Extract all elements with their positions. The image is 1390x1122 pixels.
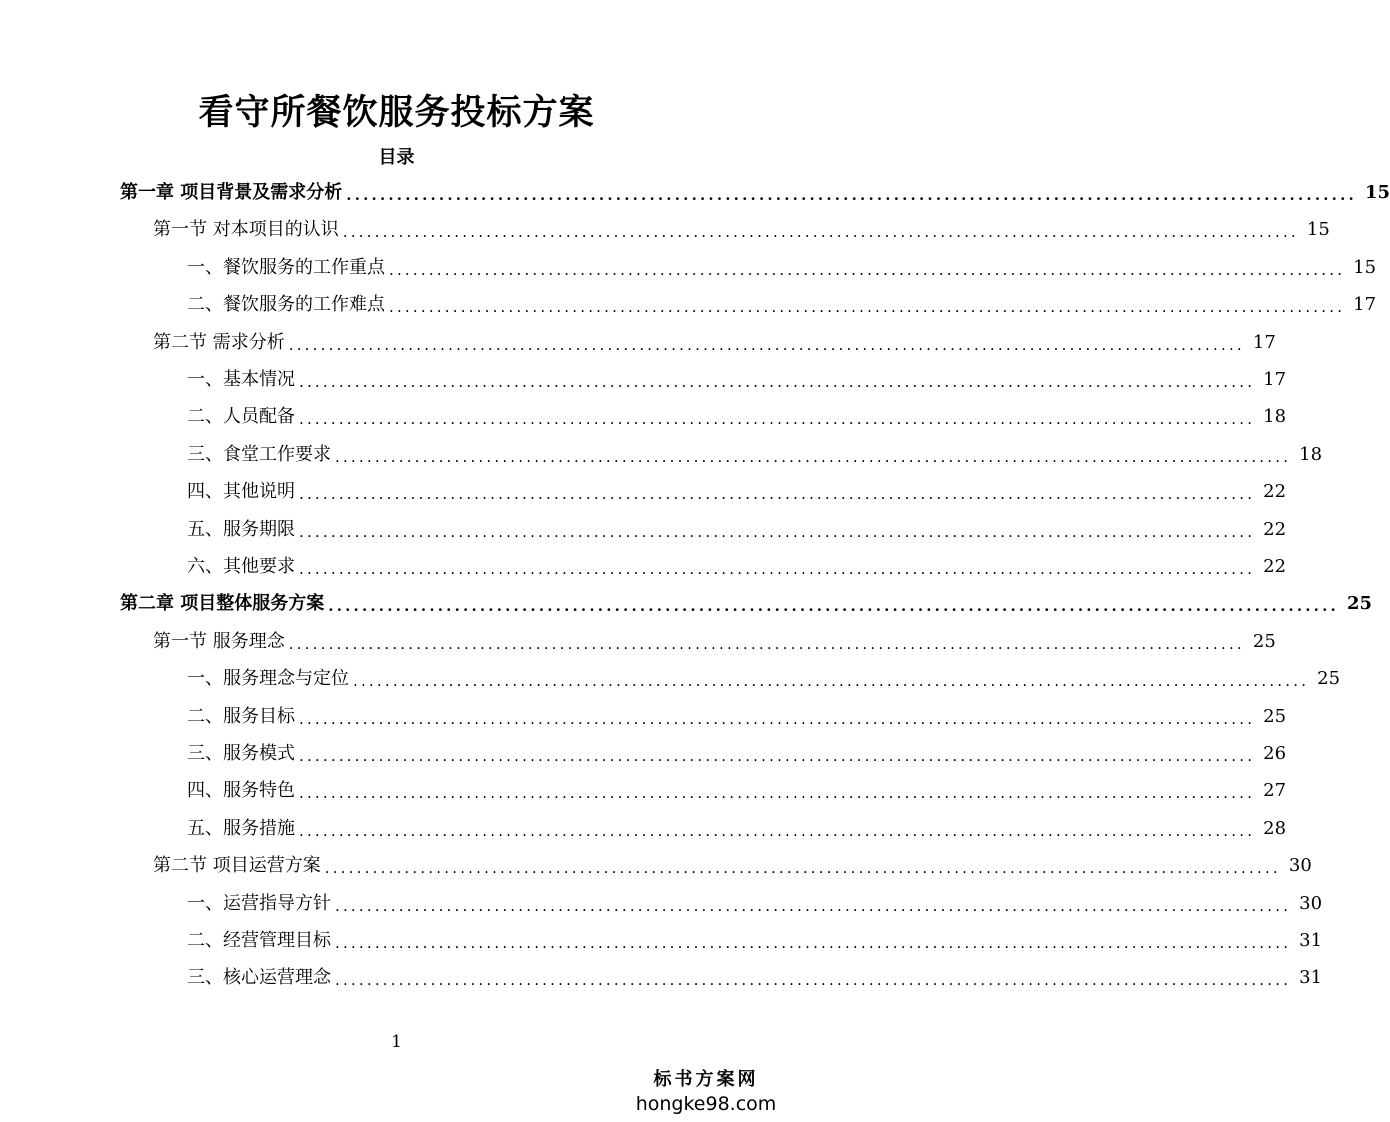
toc-section-entry[interactable] — [153, 848, 1312, 884]
toc-entry-label: 三、核心运营理念 — [187, 967, 331, 989]
toc-subsection-entry[interactable] — [187, 699, 1287, 735]
toc-entry-label: 第一节 服务理念 — [153, 630, 285, 652]
toc-entry-page: 17 — [1353, 294, 1377, 316]
toc-section-entry[interactable] — [153, 624, 1276, 660]
toc-entry-page: 25 — [1346, 593, 1372, 615]
watermark-logo — [631, 1068, 781, 1116]
toc-subsection-entry[interactable] — [187, 399, 1287, 435]
toc-entry-page: 26 — [1263, 743, 1287, 764]
toc-leader-dots: ........................................................................................................................ — [335, 971, 1292, 990]
toc-subsection-entry[interactable] — [187, 960, 1323, 996]
toc-entry-page: 15 — [1353, 256, 1377, 278]
toc-subsection-entry[interactable] — [187, 549, 1287, 585]
toc-section-entry[interactable] — [153, 325, 1276, 361]
toc-entry-label: 一、服务理念与定位 — [187, 668, 349, 690]
toc-chapter-entry[interactable] — [120, 586, 1372, 622]
toc-leader-dots: ........................................................................................................................ — [299, 410, 1256, 429]
toc-entry-page: 25 — [1252, 630, 1276, 652]
toc-entry-page: 22 — [1263, 556, 1287, 577]
toc-subsection-entry[interactable] — [187, 437, 1323, 473]
toc-entry-label: 第一章 项目背景及需求分析 — [120, 182, 343, 203]
toc-leader-dots: ........................................................................................................................ — [299, 560, 1256, 578]
toc-leader-dots: ........................................................................................................................ — [299, 747, 1256, 765]
toc-subsection-entry[interactable] — [187, 886, 1323, 922]
toc-leader-dots: ........................................................................................................................ — [299, 522, 1256, 541]
toc-leader-dots: ........................................................................................................................ — [346, 186, 1357, 204]
toc-entry-label: 五、服务期限 — [187, 518, 295, 540]
toc-leader-dots: ........................................................................................................................ — [299, 485, 1256, 504]
toc-entry-page: 17 — [1263, 369, 1287, 390]
toc-entry-page: 25 — [1263, 705, 1287, 727]
watermark-url: hongke98.com — [635, 1093, 777, 1115]
toc-subsection-entry[interactable] — [187, 474, 1287, 510]
toc-subsection-entry[interactable] — [187, 661, 1341, 697]
toc-entry-page: 30 — [1299, 892, 1323, 914]
toc-entry-page: 28 — [1263, 817, 1287, 839]
toc-leader-dots: ........................................................................................................................ — [335, 934, 1292, 952]
page-number: 1 — [391, 1032, 402, 1052]
toc-entry-label: 二、经营管理目标 — [187, 930, 331, 951]
toc-heading: 目录 — [378, 147, 415, 168]
toc-entry-label: 二、人员配备 — [187, 406, 295, 428]
toc-entry-label: 四、其他说明 — [187, 481, 295, 503]
toc-entry-label: 二、餐饮服务的工作难点 — [187, 294, 385, 316]
toc-leader-dots: ........................................................................................................................ — [389, 260, 1346, 279]
toc-entry-page: 17 — [1252, 331, 1276, 353]
toc-leader-dots: ........................................................................................................................ — [288, 634, 1245, 653]
toc-chapter-entry[interactable] — [120, 175, 1390, 211]
toc-leader-dots: ........................................................................................................................ — [353, 672, 1310, 691]
toc-subsection-entry[interactable] — [187, 362, 1287, 398]
toc-entry-page: 18 — [1299, 443, 1323, 465]
toc-subsection-entry[interactable] — [187, 287, 1377, 323]
toc-entry-page: 31 — [1299, 930, 1323, 951]
toc-entry-label: 第二节 项目运营方案 — [153, 855, 321, 877]
toc-entry-page: 27 — [1263, 780, 1287, 802]
toc-subsection-entry[interactable] — [187, 250, 1377, 286]
toc-entry-label: 一、基本情况 — [187, 369, 295, 390]
toc-entry-page: 15 — [1306, 219, 1330, 241]
toc-entry-label: 四、服务特色 — [187, 780, 295, 802]
toc-subsection-entry[interactable] — [187, 736, 1287, 772]
toc-entry-label: 三、食堂工作要求 — [187, 443, 331, 465]
toc-entry-label: 一、运营指导方针 — [187, 892, 331, 914]
toc-section-entry[interactable] — [153, 212, 1330, 248]
toc-subsection-entry[interactable] — [187, 811, 1287, 847]
toc-entry-label: 五、服务措施 — [187, 817, 295, 839]
toc-entry-page: 15 — [1364, 182, 1390, 203]
toc-entry-page: 25 — [1317, 668, 1341, 690]
toc-entry-page: 31 — [1299, 967, 1323, 989]
toc-entry-label: 三、服务模式 — [187, 743, 295, 764]
toc-entry-page: 30 — [1288, 855, 1312, 877]
toc-leader-dots: ........................................................................................................................ — [299, 821, 1256, 840]
toc-entry-page: 18 — [1263, 406, 1287, 428]
toc-leader-dots: ........................................................................................................................ — [335, 447, 1292, 466]
toc-leader-dots: ........................................................................................................................ — [324, 859, 1281, 878]
toc-leader-dots: ........................................................................................................................ — [299, 784, 1256, 803]
toc-entry-page: 22 — [1263, 518, 1287, 540]
toc-leader-dots: ........................................................................................................................ — [299, 373, 1256, 391]
toc-leader-dots: ........................................................................................................................ — [288, 335, 1245, 354]
toc-entry-label: 第一节 对本项目的认识 — [153, 219, 339, 241]
toc-entry-label: 六、其他要求 — [187, 556, 295, 577]
toc-leader-dots: ........................................................................................................................ — [328, 597, 1339, 616]
toc-entry-label: 第二节 需求分析 — [153, 331, 285, 353]
document-title: 看守所餐饮服务投标方案 — [198, 92, 595, 133]
toc-entry-label: 二、服务目标 — [187, 705, 295, 727]
toc-entry-label: 一、餐饮服务的工作重点 — [187, 256, 385, 278]
toc-leader-dots: ........................................................................................................................ — [299, 709, 1256, 728]
toc-leader-dots: ........................................................................................................................ — [335, 896, 1292, 915]
toc-leader-dots: ........................................................................................................................ — [389, 298, 1346, 317]
watermark-name: 标书方案网 — [653, 1069, 759, 1090]
toc-entry-page: 22 — [1263, 481, 1287, 503]
toc-entry-label: 第二章 项目整体服务方案 — [120, 593, 325, 615]
toc-subsection-entry[interactable] — [187, 512, 1287, 548]
toc-subsection-entry[interactable] — [187, 773, 1287, 809]
toc-leader-dots: ........................................................................................................................ — [342, 223, 1299, 242]
toc-subsection-entry[interactable] — [187, 923, 1323, 959]
